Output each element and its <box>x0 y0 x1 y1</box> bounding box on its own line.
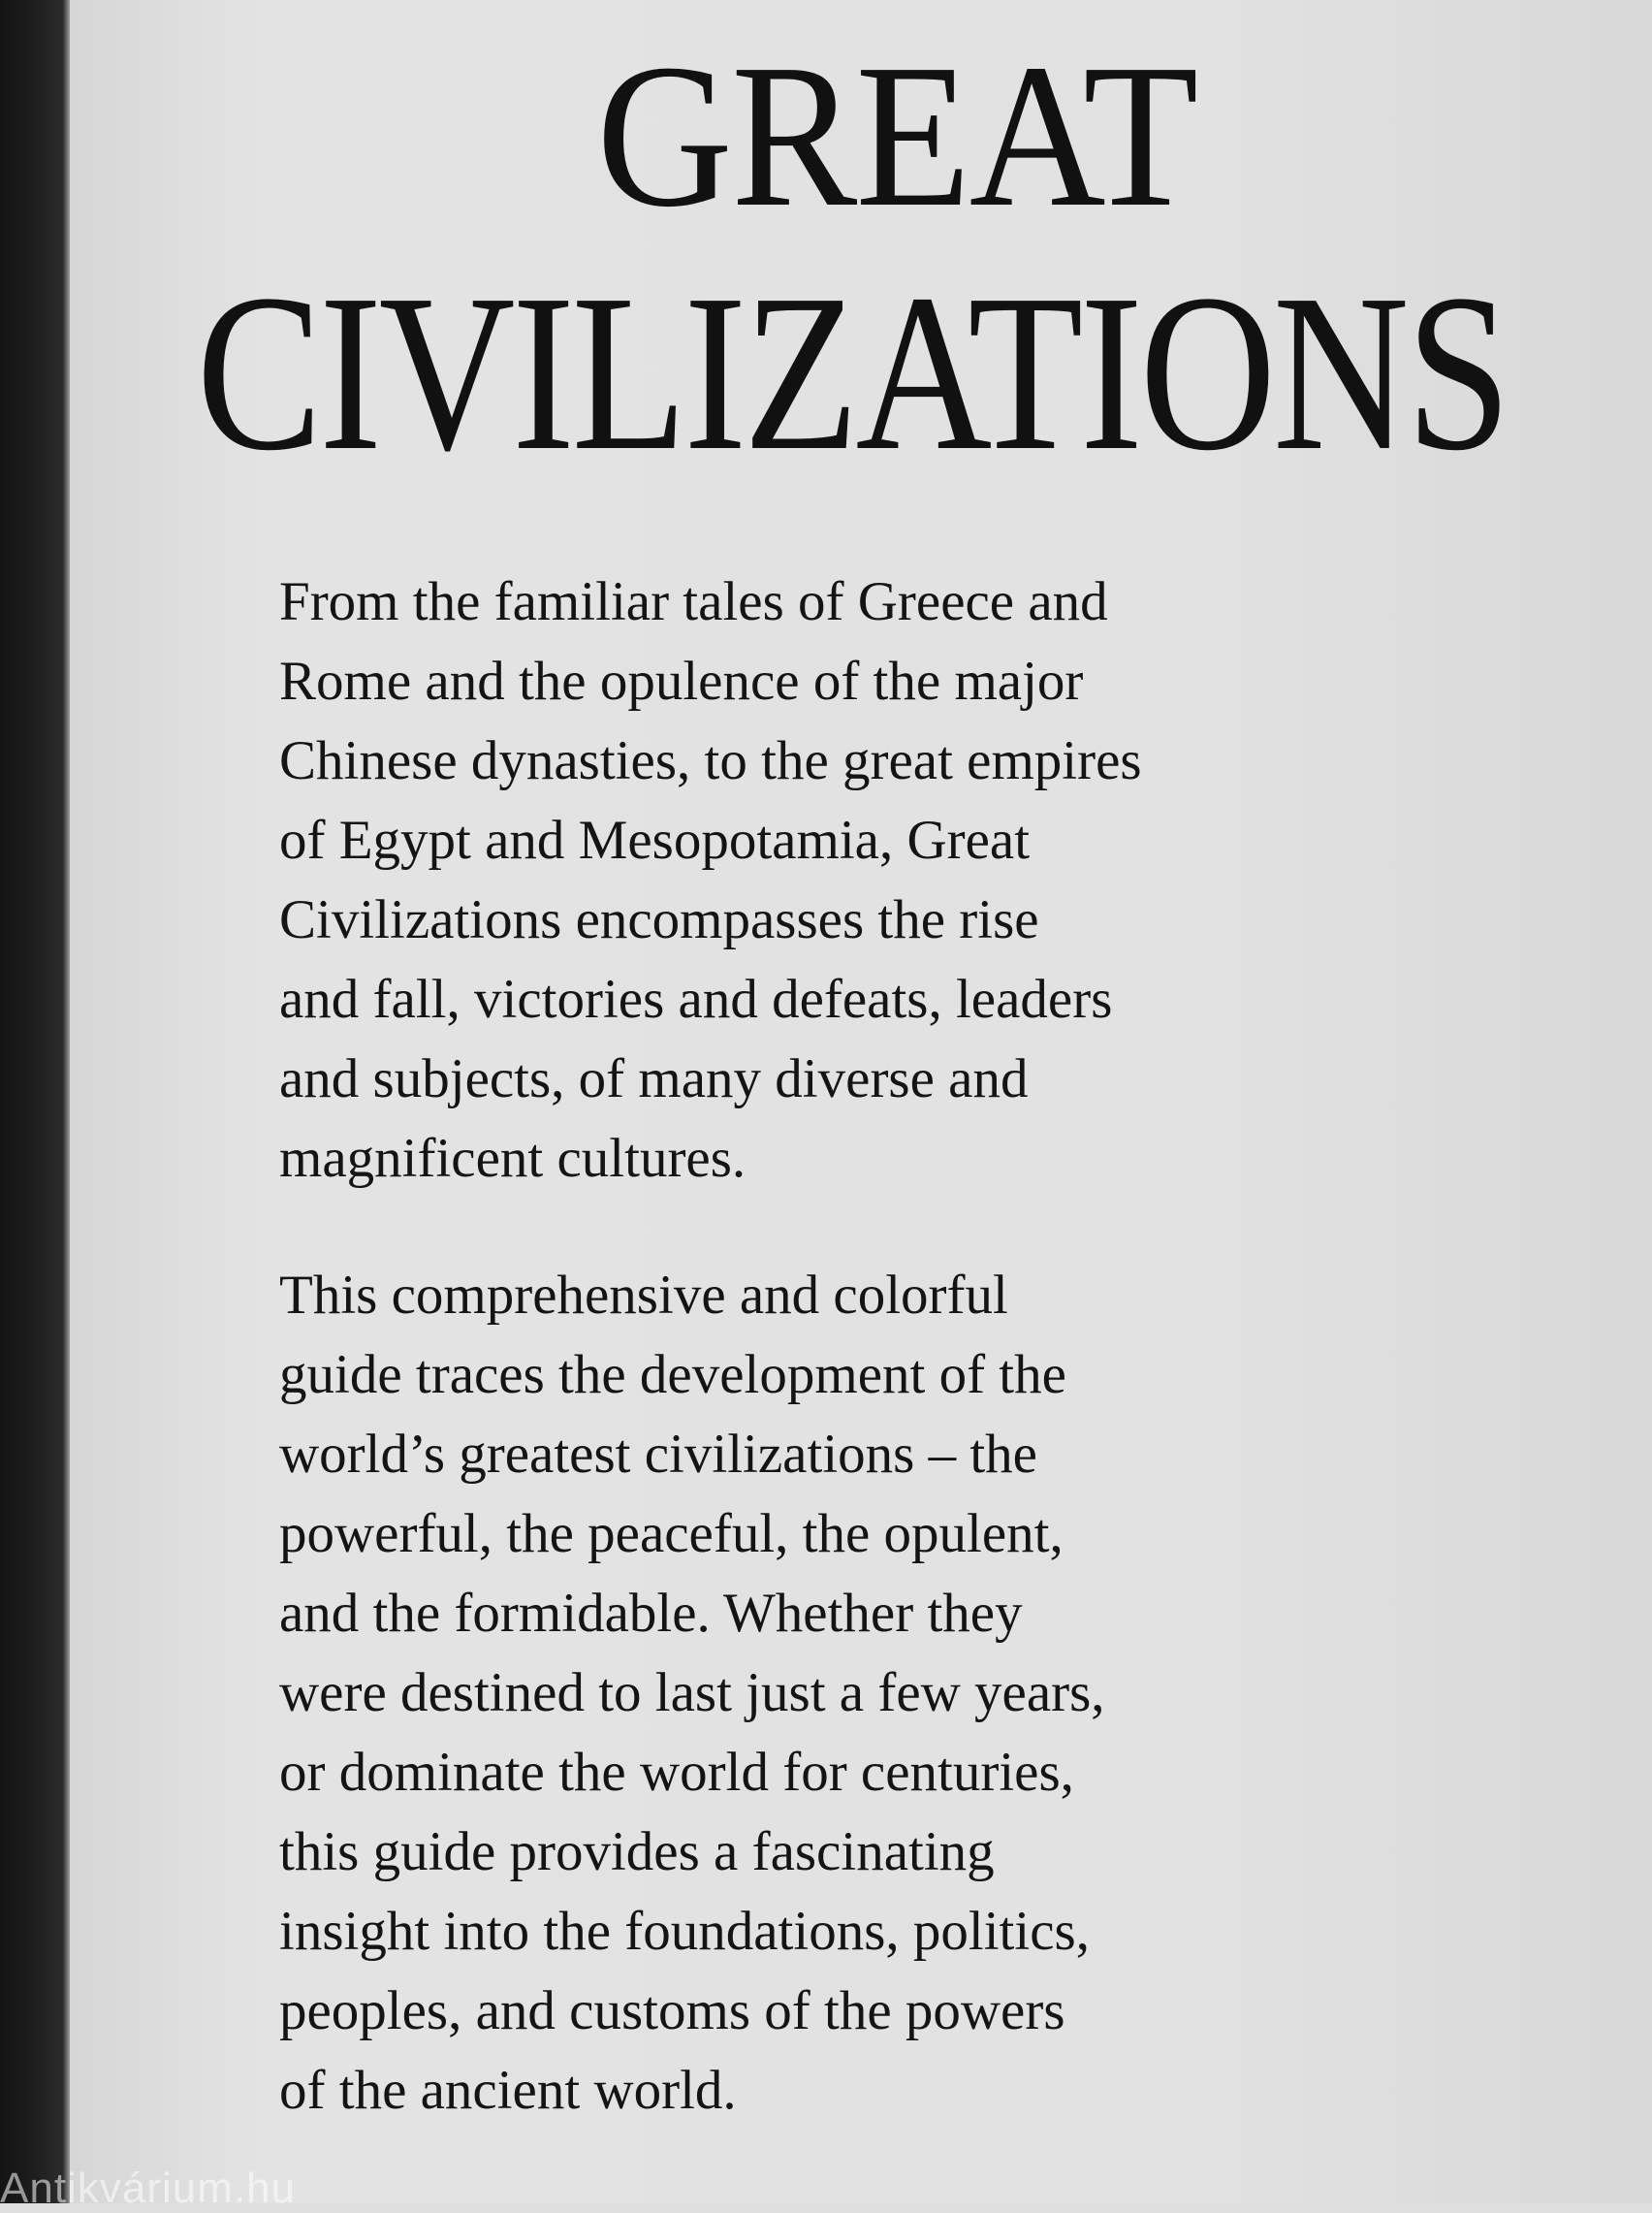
blurb-paragraph-1 <box>279 562 1443 1199</box>
title-line-civilizations: CIVILIZATIONS <box>196 248 1509 497</box>
paragraph-line: Civilizations encompasses the rise <box>279 889 1039 950</box>
paragraph-line: insight into the foundations, politics, <box>279 1901 1090 1962</box>
paragraph-line: or dominate the world for centuries, <box>279 1742 1074 1803</box>
paragraph-line: guide traces the development of the <box>279 1344 1066 1405</box>
paragraph-line: and fall, victories and defeats, leaders <box>279 969 1113 1030</box>
watermark-text: Antikvárium.hu <box>0 2165 297 2212</box>
paragraph-line: and subjects, of many diverse and <box>279 1048 1029 1109</box>
paragraph-line: of Egypt and Mesopotamia, Great <box>279 810 1031 871</box>
paragraph-line: powerful, the peaceful, the opulent, <box>279 1503 1064 1564</box>
paragraph-line: This comprehensive and colorful <box>279 1265 1008 1326</box>
paragraph-line: of the ancient world. <box>279 2060 737 2121</box>
paragraph-line: world’s greatest civilizations – the <box>279 1424 1037 1485</box>
blurb-paragraph-2 <box>279 1256 1443 2131</box>
paragraph-line: this guide provides a fascinating <box>279 1821 995 1882</box>
paragraph-line: magnificent cultures. <box>279 1128 747 1189</box>
paragraph-line: and the formidable. Whether they <box>279 1583 1023 1644</box>
paragraph-line: Chinese dynasties, to the great empires <box>279 730 1142 791</box>
book-spine-edge <box>0 0 70 2203</box>
paragraph-line: From the familiar tales of Greece and <box>279 571 1108 632</box>
paragraph-line: peoples, and customs of the powers <box>279 1980 1065 2041</box>
title-line-great: GREAT <box>596 21 1197 249</box>
paragraph-line: Rome and the opulence of the major <box>279 651 1084 712</box>
paragraph-line: were destined to last just a few years, <box>279 1662 1105 1723</box>
back-cover-page <box>70 0 1652 2203</box>
